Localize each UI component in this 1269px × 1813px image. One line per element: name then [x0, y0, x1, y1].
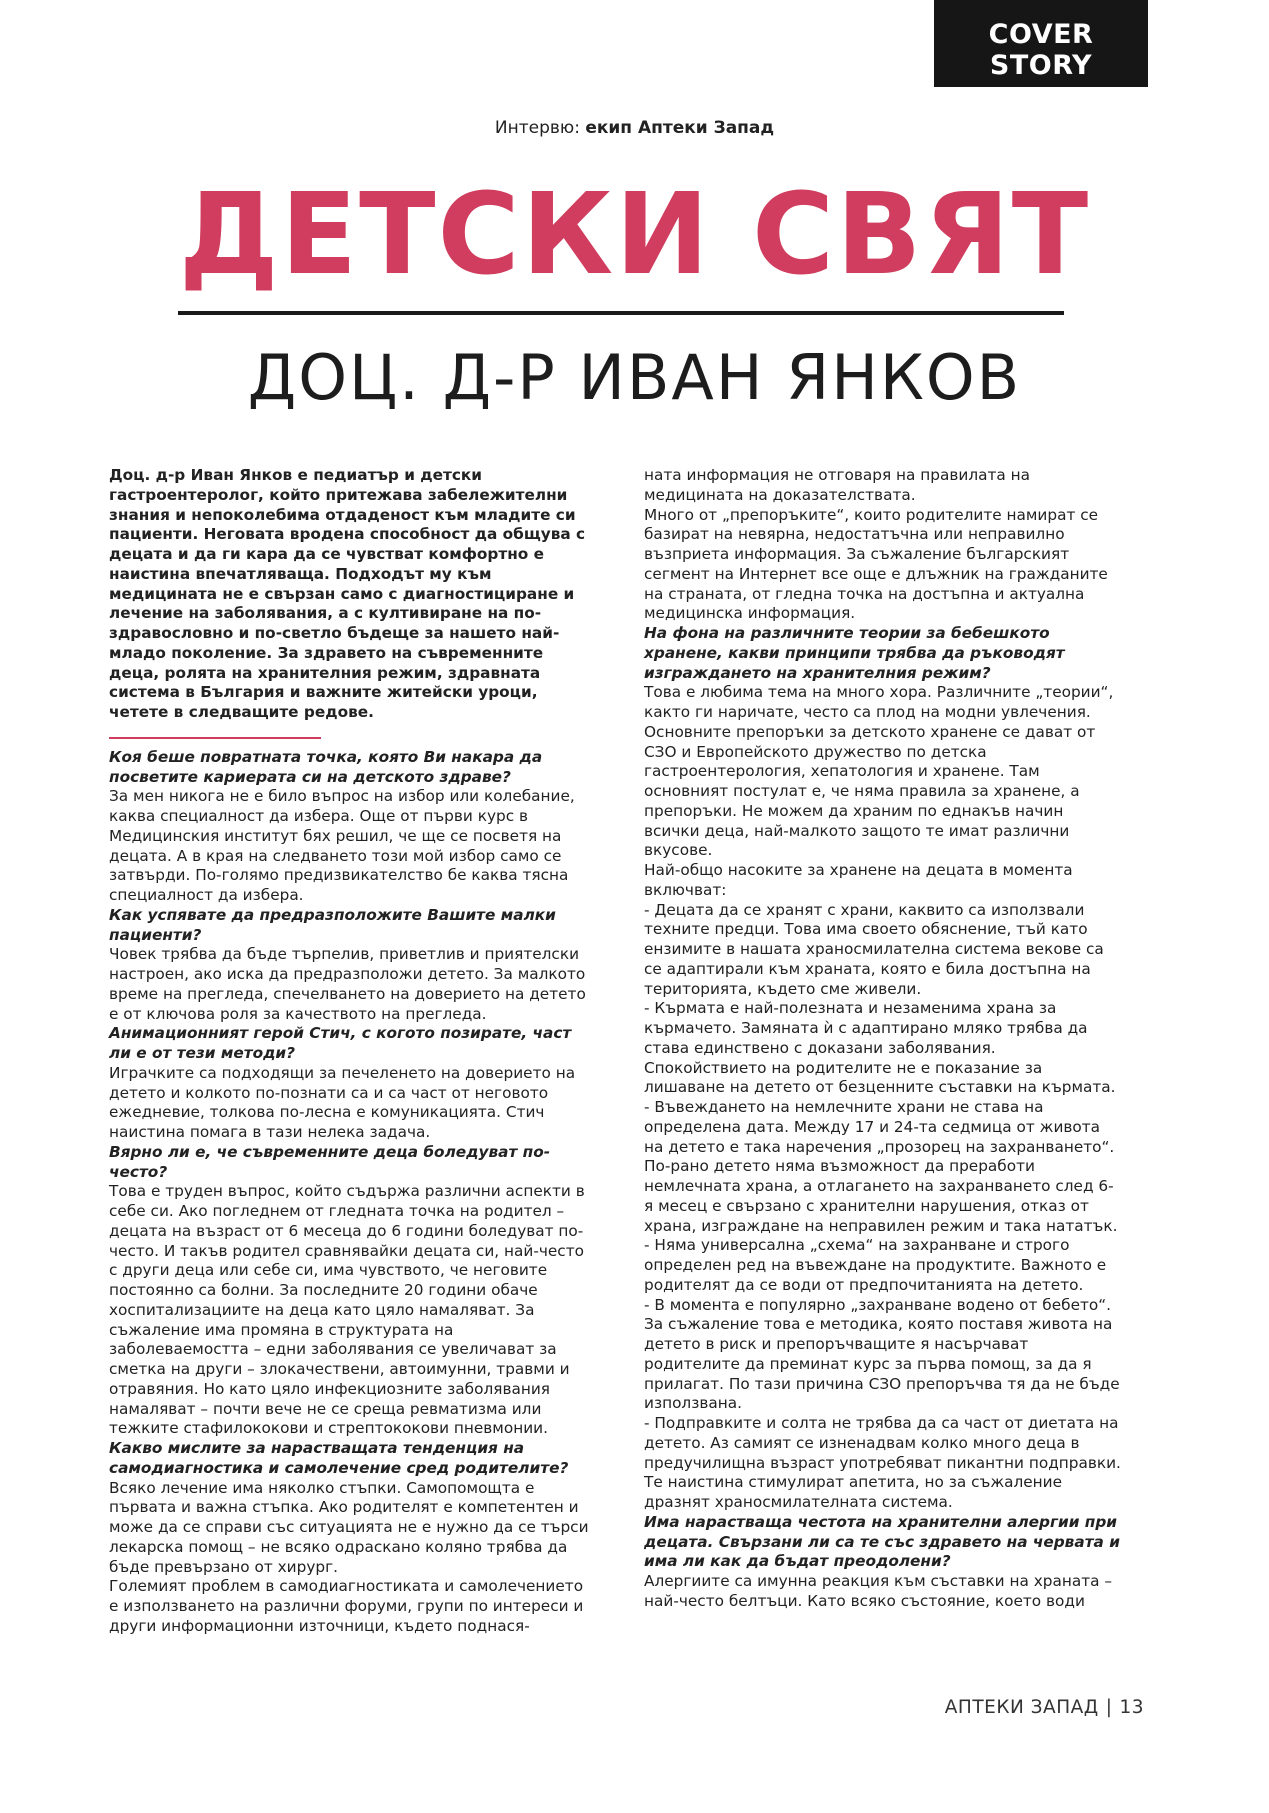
article-intro: Доц. д-р Иван Янков е педиатър и детски гастроентеролог, който притежава забележителни знания и непоколебима отдаденост към младите си пациенти. Неговата вродена способност да общува с децата и да ги кара да се чувстват комфортно е наистина впечатляваща. Подходът му към медицината не е свързан само с диагностициране и лечение на заболявания, а с култивиране на по-здравословно и по-светло бъдеще за нашето най-младо поколение. За здравето на съвременните деца, ролята на хранителния режим, здравната система в България и важните житейски уроци, четете в следващите редове. — [109, 466, 586, 721]
section-tab-label: COVER STORY — [988, 19, 1094, 81]
interview-answer: Играчките са подходящи за печеленето на доверието на детето и колкото по-познати са и са част от неговото ежедневие, толкова по-лесна е комуникацията. Стич наистина помага в тази нелека задача. — [109, 1063, 576, 1141]
interview-answer: Най-общо насоките за хранене на децата в момента включват: — [644, 861, 1073, 899]
article-column-right — [644, 466, 1122, 1612]
subheadline: ДОЦ. Д-Р ИВАН ЯНКОВ — [247, 341, 1022, 414]
interview-question: Има нарастваща честота на хранителни алергии при децата. Свързани ли са те със здравето на червата и има ли как да бъдат преодолени? — [644, 1512, 1120, 1571]
interview-question: Коя беше повратната точка, която Ви накара да посветите кариерата си на детското здраве? — [109, 747, 543, 786]
interview-question: Какво мислите за нарастващата тенденция на самодиагностика и самолечение сред родителите? — [109, 1439, 569, 1477]
interview-answer: Това е любима тема на много хора. Различните „теории“, както ги наричате, често са плод на модни увлечения. Основните препоръки за детското хранене се дават от СЗО и Европейското дружество по детска гастроентерология, хепатология и хранене. Там основният постулат е, че няма правила за хранене, а препоръки. Не можем да храним по еднакъв начин всички деца, най-малкото защото те имат различни вкусове. — [644, 683, 1114, 860]
headline-divider — [178, 311, 1064, 315]
interview-answer: - Въвеждането на немлечните храни не става на определена дата. Между 17 и 24-та седмица от живота на детето е така наречения „прозорец на захранването“. По-рано детето няма възможност да преработи немлечната храна, а отлагането на захранването след 6-я месец е свързано с хранителни нарушения, отказ от храна, изграждане на неправилен режим и така нататък. — [644, 1098, 1118, 1235]
interview-answer: - В момента е популярно „захранване водено от бебето“. За съжаление това е методика, която поставя живота на детето в риск и препоръчващите я насърчават родителите да преминат курс за първа помощ, за да я прилагат. По тази причина СЗО препоръчва тя да не бъде използвана. — [644, 1295, 1120, 1413]
interview-answer: Това е труден въпрос, който съдържа различни аспекти в себе си. Ако погледнем от гледната точка на родител – децата на възраст от 6 месеца до 6 години боледуват по-често. И такъв родител сравнявайки децата си, най-често с други деца или себе си, има чувството, че неговите постоянно са болни. За последните 20 години обаче хоспитализациите на деца като цяло намаляват. За съжаление има промяна в структурата на заболеваемостта – едни заболявания се увеличават за сметка на други – злокачествени, автоимунни, травми и отравяния. Но като цяло инфекциозните заболявания намаляват – почти вече не се среща ревматизма или тежките стафилококови и стрептококови пневмонии. — [109, 1182, 585, 1438]
interview-answer: - Подправките и солта не трябва да са част от диетата на детето. Аз самият се изненадвам колко много деца в предучилищна възраст употребяват пикантни подправки. Те наистина стимулират апетита, но за съжаление дразнят храносмилателната система. — [644, 1414, 1121, 1511]
interview-answer: ната информация не отговаря на правилата на медицината на доказателствата. — [644, 466, 1030, 504]
interview-answer: За мен никога не е било въпрос на избор или колебание, каква специалност да избера. Още от първи курс в Медицинския институт бях решил, че ще се посветя на децата. А в края на следването този мой избор само се затвърди. По-голямо предизвикателство бе каква тясна специалност да избера. — [109, 787, 575, 904]
section-tab — [934, 0, 1148, 87]
byline-label: Интервю: — [494, 118, 580, 138]
footer-magazine-name: АПТЕКИ ЗАПАД — [944, 1697, 1099, 1718]
section-separator — [109, 737, 321, 739]
interview-answer: Големият проблем в самодиагностиката и самолечението е използването на различни форуми, групи по интереси и други информационни източници, където поднася- — [109, 1577, 584, 1635]
page-number: 13 — [1119, 1697, 1144, 1718]
interview-answer: - Децата да се хранят с храни, каквито са използвали техните предци. Това има своето обяснение, тъй като ензимите в нашата храносмилателна система векове са се адаптирали към храната, която е била достъпна на територията, където сме живели. — [644, 900, 1104, 998]
page-footer — [0, 1697, 1144, 1718]
interview-question: Вярно ли е, че съвременните деца боледуват по-често? — [109, 1142, 551, 1181]
interview-answer: Човек трябва да бъде търпелив, приветлив и приятелски настроен, ако иска да предразположи детето. За малкото време на прегледа, спечелването на доверието на детето е от ключова роля за качеството на прегледа. — [109, 945, 586, 1023]
interview-question: Как успявате да предразположите Вашите малки пациенти? — [109, 905, 556, 944]
interview-answer: Алергиите са имунна реакция към съставки на храната – най-често белтъци. Като всяко състояние, което води — [644, 1572, 1113, 1610]
interview-answer: - Няма универсална „схема“ на захранване и строго определен ред на въвеждане на продуктите. Важното е родителят да се води от предпочитанията на детето. — [644, 1236, 1107, 1294]
interview-answer: Много от „препоръките“, които родителите намират се базират на невярна, недостатъчна или неправилно възприета информация. За съжаление българският сегмент на Интернет все още е длъжник на гражданите на страната, от гледна точка на достъпна и актуална медицинска информация. — [644, 505, 1108, 623]
interview-answer: Всяко лечение има няколко стъпки. Самопомощта е първата и важна стъпка. Ако родителят е компетентен и може да се справи със ситуацията не е нужно да се търси лекарска помощ – не всяко одраскано коляно трябва да бъде превързано от хирург. — [109, 1478, 589, 1576]
byline — [0, 118, 1269, 138]
headline: ДЕТСКИ СВЯТ — [178, 170, 1091, 300]
interview-question: На фона на различните теории за бебешкото хранене, какви принципи трябва да ръководят изграждането на хранителния режим? — [644, 624, 1065, 682]
interview-answer: - Кърмата е най-полезната и незаменима храна за кърмачето. Замяната ѝ с адаптирано мляко трябва да става единствено с доказани заболявания. Спокойствието на родителите не е показание за лишаване на детето от безценните съставки на кърмата. — [644, 999, 1116, 1097]
article-column-left — [109, 466, 596, 1637]
interview-question: Анимационният герой Стич, с когото позирате, част ли е от тези методи? — [109, 1024, 572, 1062]
byline-author: екип Аптеки Запад — [585, 118, 775, 138]
footer-divider: | — [1105, 1697, 1113, 1718]
